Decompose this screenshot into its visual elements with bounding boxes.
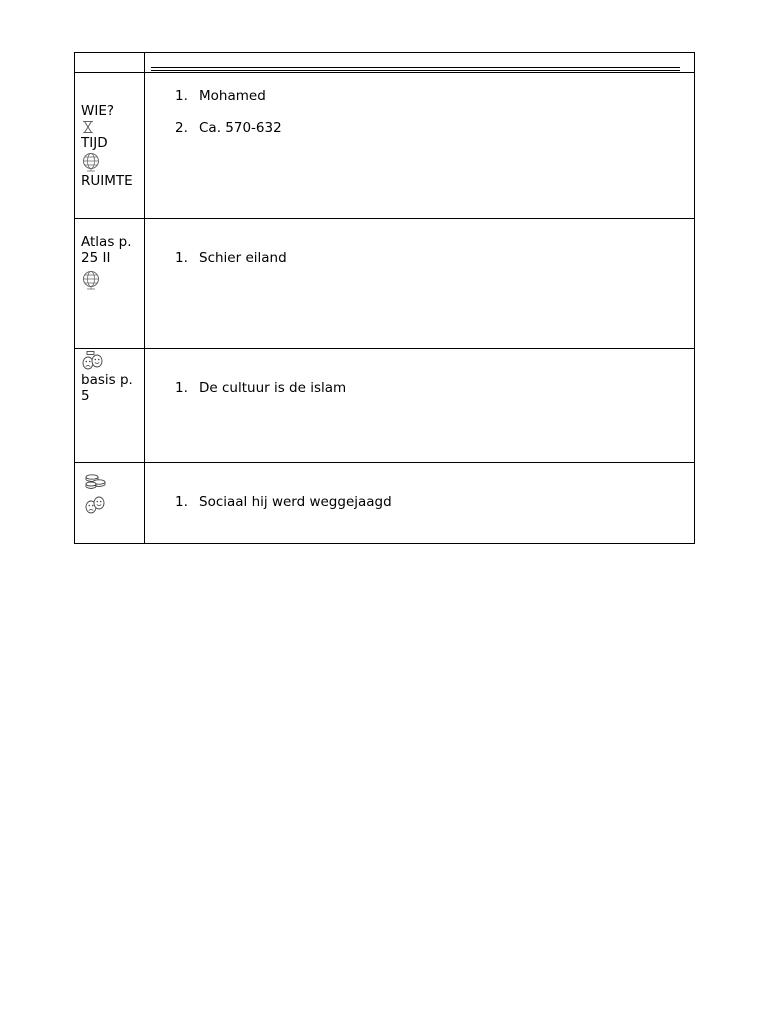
row-divider bbox=[75, 348, 694, 349]
list-item bbox=[175, 88, 282, 104]
item-text: Ca. 570-632 bbox=[199, 120, 282, 136]
row-1-label-cell bbox=[81, 103, 143, 189]
row-2-answers bbox=[175, 250, 287, 266]
row-1-answers bbox=[175, 88, 282, 136]
globe-icon bbox=[81, 152, 101, 172]
row-divider bbox=[75, 462, 694, 463]
coins-icon bbox=[83, 471, 109, 491]
item-text: Schier eiland bbox=[199, 250, 287, 266]
item-text: Mohamed bbox=[199, 88, 266, 104]
row-3-answers bbox=[175, 380, 346, 396]
list-item bbox=[175, 250, 287, 266]
row-4-answers bbox=[175, 494, 392, 510]
item-number: 1. bbox=[175, 250, 188, 266]
label-ruimte: RUIMTE bbox=[81, 173, 133, 189]
header-double-rule bbox=[151, 67, 680, 71]
culture-masks-icon bbox=[81, 351, 105, 371]
hourglass-icon bbox=[81, 119, 95, 135]
list-item bbox=[175, 380, 346, 396]
item-number: 1. bbox=[175, 494, 188, 510]
item-number: 2. bbox=[175, 120, 188, 136]
label-basis: basis p. 5 bbox=[81, 372, 133, 404]
row-4-label-cell bbox=[83, 470, 145, 516]
row-2-label-cell bbox=[81, 234, 143, 291]
theatre-masks-icon bbox=[83, 495, 107, 515]
label-tijd: TIJD bbox=[81, 135, 108, 151]
item-text: Sociaal hij werd weggejaagd bbox=[199, 494, 392, 510]
label-atlas: Atlas p. 25 II bbox=[81, 234, 132, 266]
item-number: 1. bbox=[175, 88, 188, 104]
row-3-label-cell bbox=[81, 350, 143, 404]
label-wie: WIE? bbox=[81, 103, 115, 119]
row-divider bbox=[75, 218, 694, 219]
globe-icon bbox=[81, 270, 101, 290]
list-item bbox=[175, 494, 392, 510]
item-text: De cultuur is de islam bbox=[199, 380, 347, 396]
row-divider bbox=[75, 72, 694, 73]
list-item bbox=[175, 120, 282, 136]
item-number: 1. bbox=[175, 380, 188, 396]
worksheet-table bbox=[74, 52, 695, 544]
